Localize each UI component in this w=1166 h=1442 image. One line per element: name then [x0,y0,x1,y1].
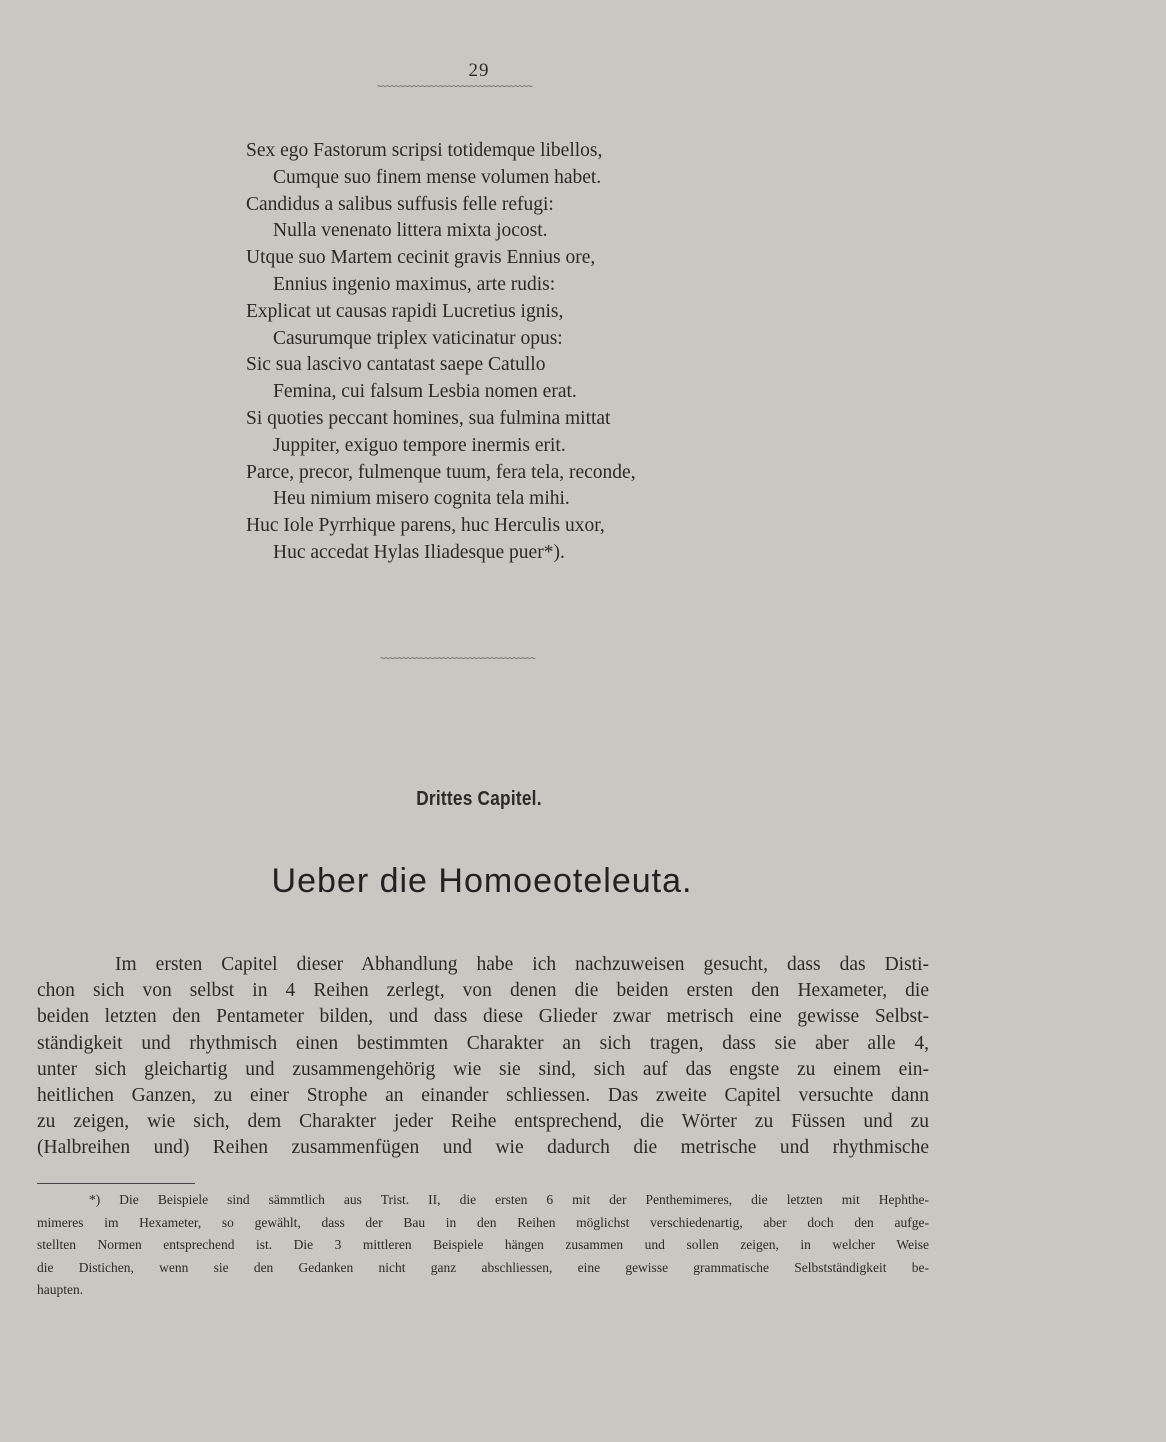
chapter-label: Drittes Capitel. [416,788,542,810]
footnote-line: mimeres im Hexameter, so gewählt, dass der Bau in den Reihen möglichst verschiedenartig, aber doch den aufge- [37,1214,929,1230]
page-number: 29 [468,60,490,81]
body-line: beiden letzten den Pentameter bilden, und dass diese Glieder zwar metrisch eine gewisse Selbst- [37,1006,929,1028]
body-paragraph [37,952,929,1162]
poem-line: Cumque suo finem mense volumen habet. [273,166,602,188]
poem-line: Heu nimium misero cognita tela mihi. [273,488,570,510]
footnote-line: stellten Normen entsprechend ist. Die 3 mittleren Beispiele hängen zusammen und sollen zeigen, in welcher Weise [37,1237,929,1252]
poem-line: Femina, cui falsum Lesbia nomen erat. [273,381,577,403]
poem-line: Huc Iole Pyrrhique parens, huc Herculis uxor, [246,515,605,537]
footnote-line: *) Die Beispiele sind sämmtlich aus Trist. II, die ersten 6 mit der Penthemimeres, die letzten mit Hephthe- [89,1192,929,1207]
body-line: zu zeigen, wie sich, dem Charakter jeder Reihe entsprechend, die Wörter zu Füssen und zu [37,1111,929,1133]
chapter-title: Ueber die Homoeoteleuta. [271,862,693,900]
section-ornament-rule: ~~~~~~~~~~~~~~~~~~~~~~~~~~~~~~~~~~~ [380,656,535,662]
poem-line: Nulla venenato littera mixta jocost. [273,220,548,242]
poem-line: Ennius ingenio maximus, arte rudis: [273,273,556,295]
poem-block [246,138,766,567]
body-line: heitlichen Ganzen, zu einer Strophe an einander schliessen. Das zweite Capitel versuchte dann [37,1085,929,1107]
footnote-line: haupten. [37,1282,84,1297]
body-line: Im ersten Capitel dieser Abhandlung habe ich nachzuweisen gesucht, dass das Disti- [115,954,929,975]
poem-line: Casurumque triplex vaticinatur opus: [273,327,563,349]
poem-line: Huc accedat Hylas Iliadesque puer*). [273,541,565,563]
footnote-separator [37,1183,195,1184]
body-line: chon sich von selbst in 4 Reihen zerlegt, von denen die beiden ersten den Hexameter, die [37,980,929,1002]
poem-line: Utque suo Martem cecinit gravis Ennius ore, [246,247,596,269]
top-ornament-rule: ~~~~~~~~~~~~~~~~~~~~~~~~~~~~~~~~~~~ [377,84,532,90]
poem-line: Candidus a salibus suffusis felle refugi: [246,193,554,215]
poem-line: Explicat ut causas rapidi Lucretius ignis, [246,300,564,322]
poem-line: Juppiter, exiguo tempore inermis erit. [273,434,566,456]
poem-line: Si quoties peccant homines, sua fulmina mittat [246,407,611,429]
footnote [37,1189,929,1302]
footnote-line: die Distichen, wenn sie den Gedanken nicht ganz abschliessen, eine gewisse grammatische Selbstständigkeit be- [37,1259,929,1275]
body-line: unter sich gleichartig und zusammengehörig wie sie sind, sich auf das engste zu einem ein- [37,1058,929,1080]
body-line: (Halbreihen und) Reihen zusammenfügen und wie dadurch die metrische und rhythmische [37,1137,929,1159]
poem-line: Sex ego Fastorum scripsi totidemque libellos, [246,140,603,161]
poem-line: Parce, precor, fulmenque tuum, fera tela, reconde, [246,461,636,483]
body-line: ständigkeit und rhythmisch einen bestimmten Charakter an sich tragen, dass sie aber alle 4, [37,1032,929,1054]
poem-line: Sic sua lascivo cantatast saepe Catullo [246,354,546,376]
